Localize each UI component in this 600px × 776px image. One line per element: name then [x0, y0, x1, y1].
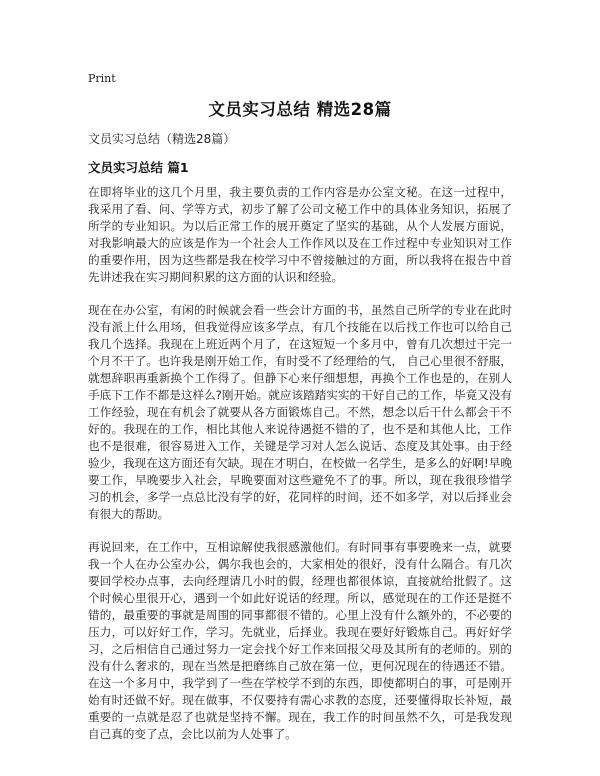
- document-title: 文员实习总结 精选28篇: [208, 100, 392, 119]
- print-label: Print: [88, 72, 116, 85]
- body-paragraph: 在即将毕业的这几个月里，我主要负责的工作内容是办公室文秘。在这一过程中，我采用了看、问、学等方式，初步了解了公司文秘工作中的具体业务知识，拓展了所学的专业知识。为以后正常工作的展开奠定了坚实的基础，从个人发展方面说，对我影响最大的应该是作为一个社会人工作作风以及在工作过程中专业知识对工作的重要作用，因为这些都是我在校学习中不曾接触过的方面，所以我将在报告中首先讲述我在实习期间积累的这方面的认识和经验。: [88, 185, 512, 284]
- body-paragraph: 再说回来，在工作中，互相谅解使我很感激他们。有时同事有事要晚来一点，就要我一个人在办公室办公，偶尔我也会的，大家相处的很好，没有什么隔合。有几次要回学校办点事，去向经理请几小时的假，经理也都很体谅，直接就给批假了。这个时候心里很开心，遇到一个如此好说话的经理。所以，感觉现在的工作还是挺不错的，最重要的事就是周围的同事都很不错的。心里上没有什么额外的，不必要的压力，可以好好工作，学习。先就业，后择业。我现在要好好锻炼自己。再好好学习，之后相信自己通过努力一定会找个好工作来回报父母及其所有的老师的。别的没有什么奢求的，现在当然是把磨练自己放在第一位，更何况现在的待遇还不错。在这一个多月中，我学到了一些在学校学不到的东西，即使都明白的事，可是刚开始有时还做不好。现在做事，不仅要持有需心求教的态度，还要懂得取长补短，最重要的一点就是忍了也就是坚持不懈。现在，我工作的时间虽然不久，可是我发现自己真的变了点，会比以前为人处事了。: [88, 540, 512, 741]
- body-paragraph: 现在在办公室，有闲的时候就会看一些会计方面的书，虽然自己所学的专业在此时没有派上什么用场，但我觉得应该多学点，有几个技能在以后找工作也可以给自己我几个选择。我现在上班近两个月了，在这短短一个多月中，曾有几次想过干完一个月不干了。也许我是刚开始工作，有时受不了经理给的气， 自己心里很不舒服，就想辞职再重新换个工作得了。但静下心来仔细想想，再换个工作也是的，在别人手底下工作不都是这样么?刚开始。就应该踏踏实实的干好自己的工作，毕竟又没有工作经验，现在有机会了就要从各方面锻炼自己。不然，想念以后干什么都会干不好的。我现在的工作，相比其他人来说待遇挺不错的了，也不是和其他人比，工作也不是很难，很容易进入工作，关键是学习对人怎么说话、态度及其处事。由于经验少，我现在这方面还有欠缺。现在才明白，在校做一名学生，是多么的好啊!早晚要工作，早晚要步入社会，早晚要面对这些避免不了的事。所以，现在我很珍惜学习的机会，多学一点总比没有学的好，花同样的时间，还不如多学，对以后择业会有很大的帮助。: [88, 303, 512, 521]
- document-subtitle: 文员实习总结（精选28篇）: [88, 132, 236, 146]
- document-body: [88, 184, 512, 759]
- section-heading: 文员实习总结 篇1: [88, 160, 189, 175]
